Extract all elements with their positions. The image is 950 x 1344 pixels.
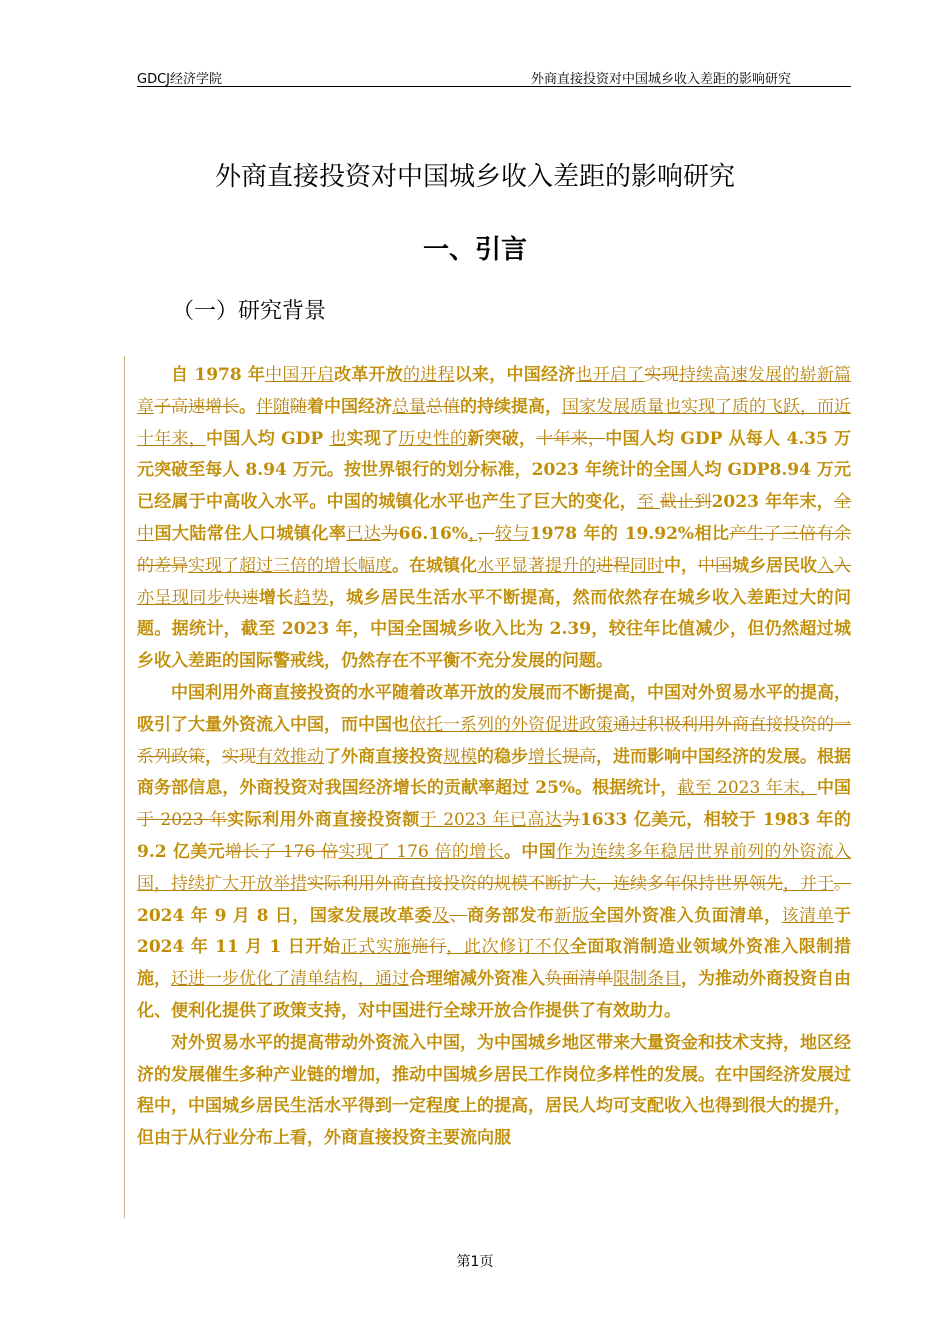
page-number: 第1页: [456, 1254, 494, 1270]
header-title: 外商直接投资对中国城乡收入差距的影响研究: [530, 72, 791, 87]
paragraph-1: 自 1978 年中国开启改革开放的进程以来，中国经济也开启了实现持续高速发展的崭新篇章子高速增长。伴随随着中国经济总量总值的持续提高，国家发展质量也实现了质的飞跃，而近十年来，中国人均 GDP 也实现了历史性的新突破，十年来，中国人均 GDP 从每人 4.35 万元突破至每人 8.94 万元。按世界银行的划分标准，2023 年统计的全国人均 GDP8.94 万元已经属于中高收入水平。中国的城镇化水平也产生了巨大的变化，至 截止到2023 年年末，全中国大陆常住人口城镇化率已达为66.16%，，较与1978 年的 19.92%相比产生了三倍有余的差异实现了超过三倍的增长幅度。在城镇化水平显著提升的进程同时中，中国城乡居民收入入亦呈现同步快速增长趋势，城乡居民生活水平不断提高，然而依然存在城乡收入差距过大的问题。据统计，截至 2023 年，中国全国城乡收入比为 2.39，较往年比值减少，但仍然超过城乡收入差距的国际警戒线，仍然存在不平衡不充分发展的问题。: [137, 365, 852, 672]
header-school: GDCJ经济学院: [137, 72, 222, 87]
subsection-heading: （一）研究背景: [172, 299, 327, 324]
document-title: 外商直接投资对中国城乡收入差距的影响研究: [214, 162, 735, 192]
revision-change-bar: [124, 356, 125, 1218]
page-header: [137, 66, 851, 87]
paragraph-3: 对外贸易水平的提高带动外资流入中国，为中国城乡地区带来大量资金和技术支持，地区经济的发展催生多种产业链的增加，推动中国城乡居民工作岗位多样性的发展。在中国经济发展过程中，中国城乡居民生活水平得到一定程度上的提高，居民人均可支配收入也得到很大的提升，但由于从行业分布上看，外商直接投资主要流向服: [137, 1032, 851, 1149]
document-body: [137, 360, 851, 1155]
paragraph-2: 中国利用外商直接投资的水平随着改革开放的发展而不断提高，中国对外贸易水平的提高，吸引了大量外资流入中国，而中国也依托一系列的外资促进政策通过积极利用外商直接投资的一系列政策，实现有效推动了外商直接投资规模的稳步增长提高，进而影响中国经济的发展。根据商务部信息，外商投资对我国经济增长的贡献率超过 25%。根据统计，截至 2023 年末，中国于 2023 年实际利用外商直接投资额于 2023 年已高达为1633 亿美元，相较于 1983 年的 9.2 亿美元增长了 176 倍实现了 176 倍的增长。中国作为连续多年稳居世界前列的外资流入国，持续扩大开放举措实际利用外商直接投资的规模不断扩大，连续多年保持世界领先，并于。2024 年 9 月 8 日，国家发展改革委及、商务部发布新版全国外资准入负面清单，该清单于 2024 年 11 月 1 日开始正式实施施行，此次修订不仅全面取消制造业领域外资准入限制措施，还进一步优化了清单结构，通过合理缩减外资准入负面清单限制条目，为推动外商投资自由化、便利化提供了政策支持，对中国进行全球开放合作提供了有效助力。: [137, 682, 852, 1021]
section-heading: 一、引言: [422, 235, 527, 265]
